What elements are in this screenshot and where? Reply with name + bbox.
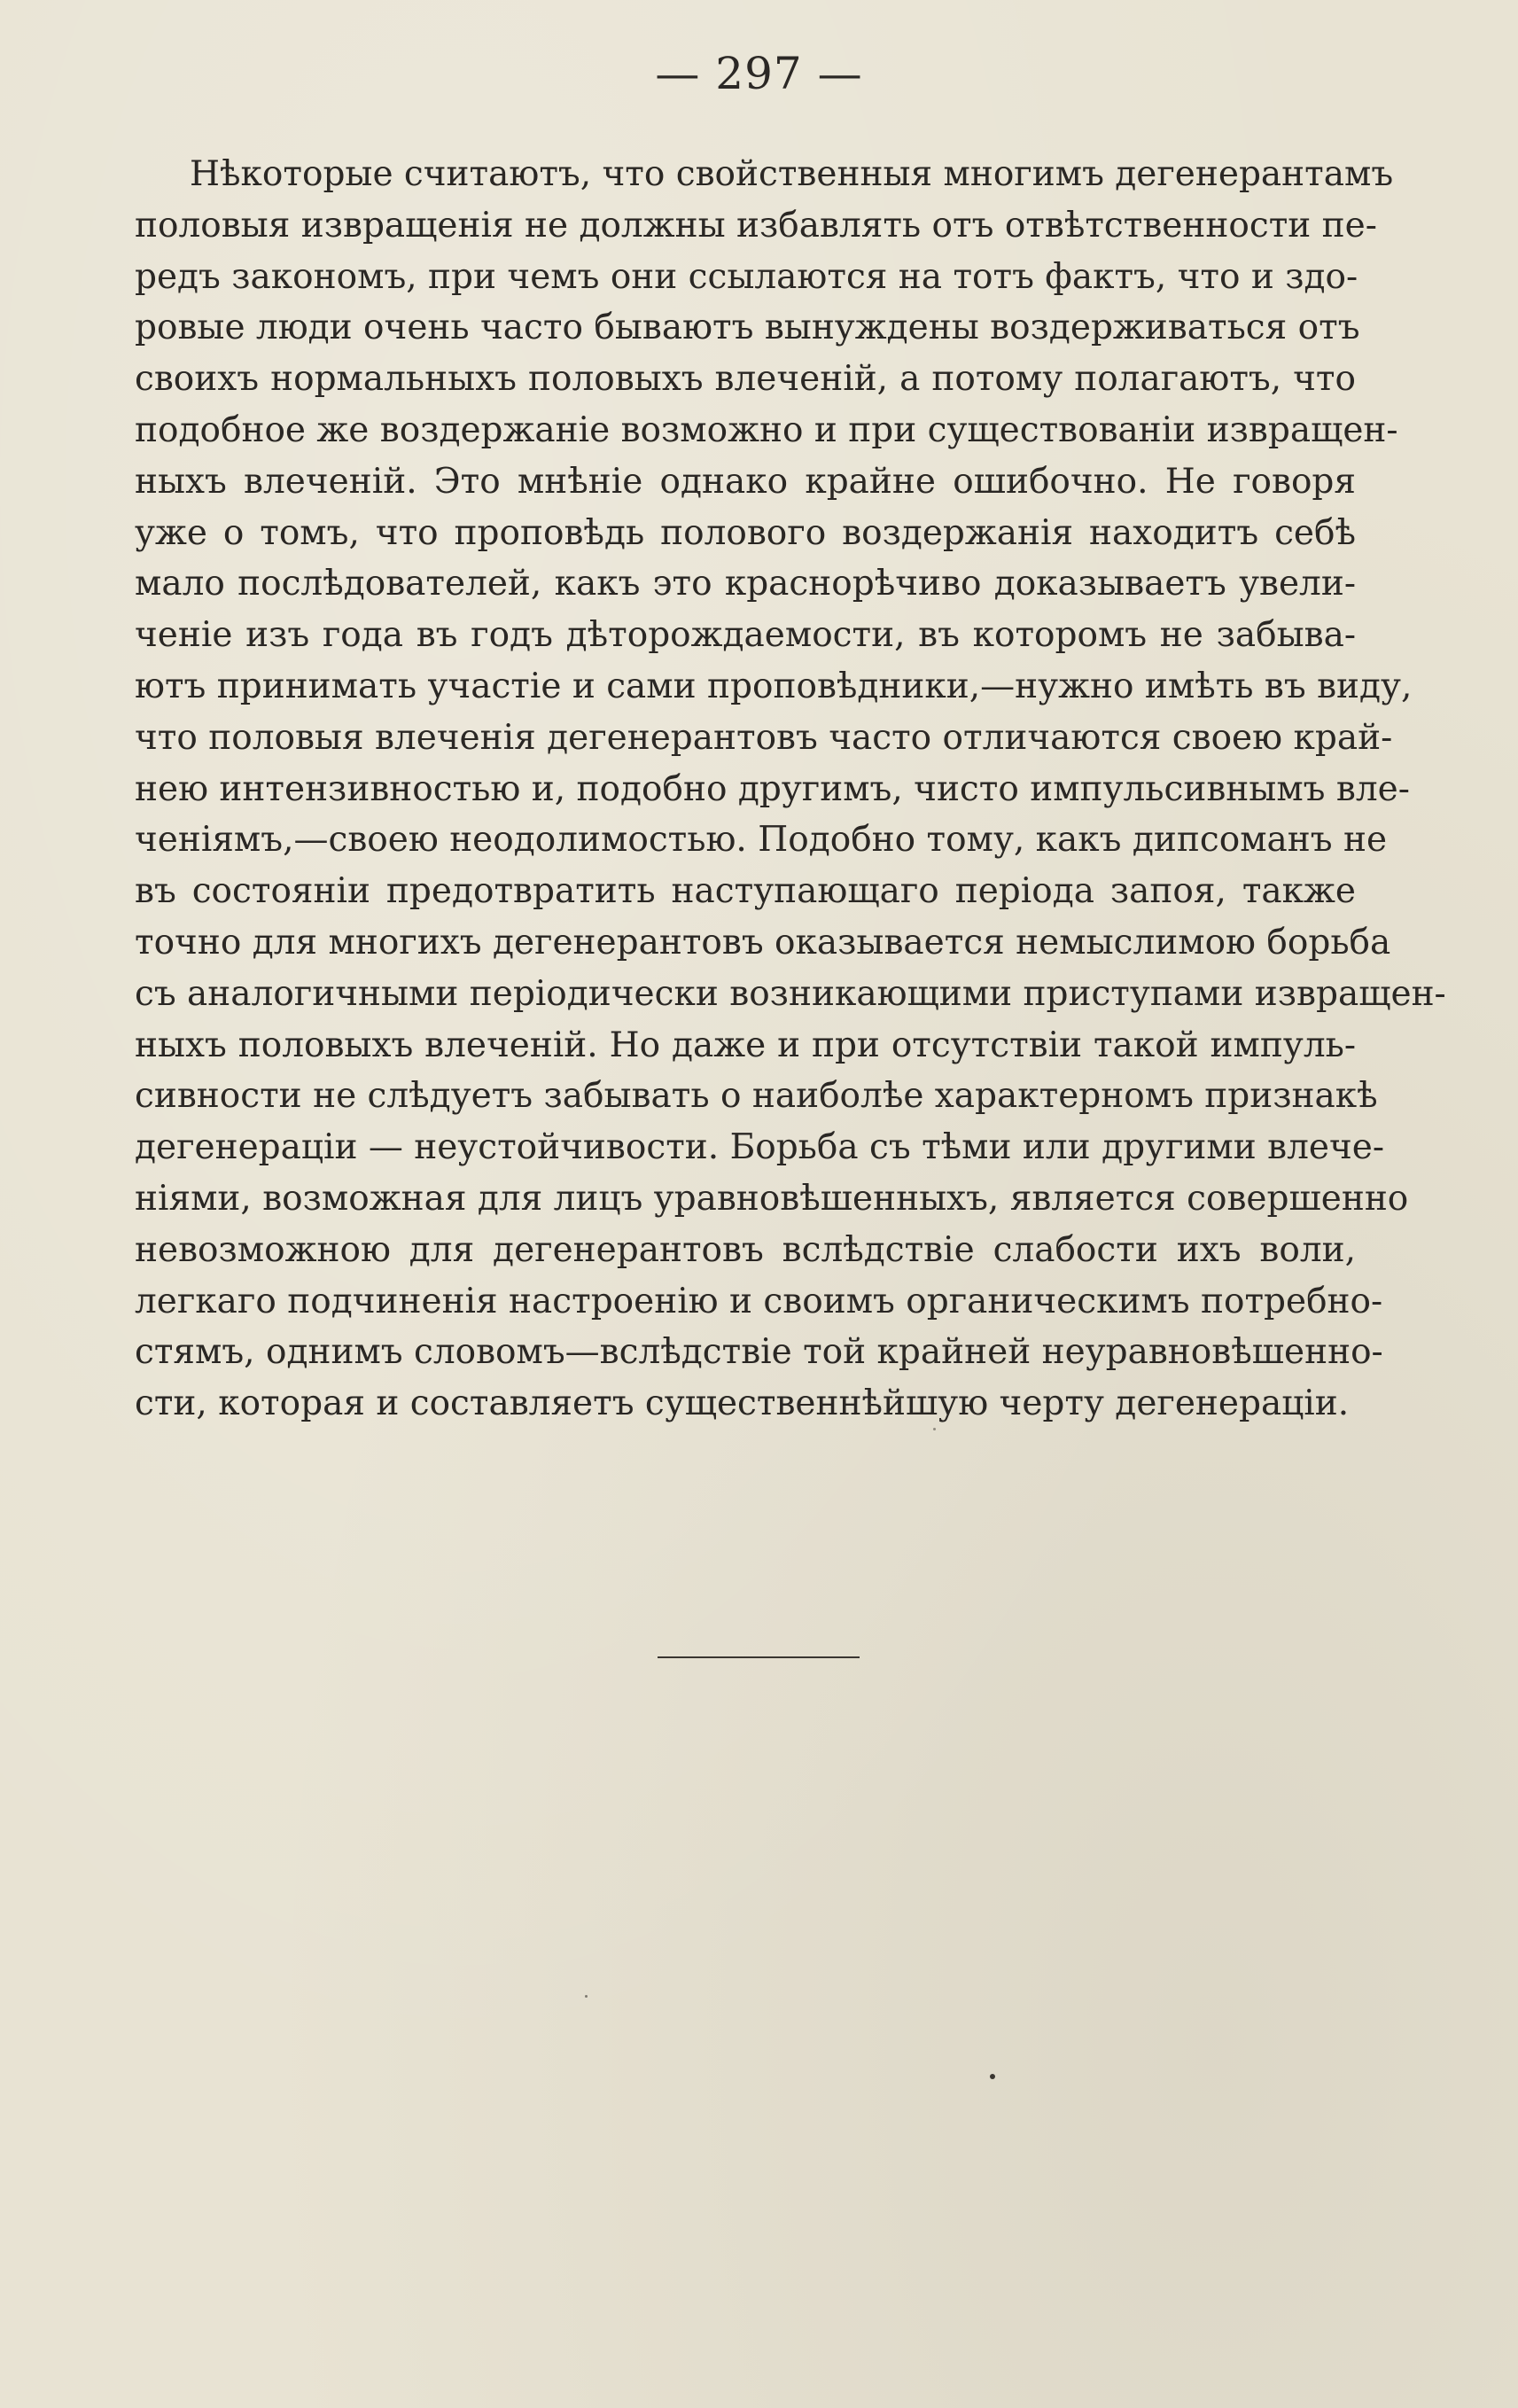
text-line: сти, которая и составляетъ существеннѣйшую черту дегенераціи. (135, 1383, 1350, 1424)
text-line: ныхъ влеченій. Это мнѣніе однако крайне ошибочно. Не говоря (135, 461, 1356, 502)
text-line: съ аналогичными періодически возникающими приступами извращен- (135, 973, 1446, 1014)
text-line: ровые люди очень часто бываютъ вынуждены воздерживаться отъ (135, 308, 1360, 348)
text-line: подобное же воздержаніе возможно и при существованіи извращен- (135, 409, 1398, 450)
text-line: ченіямъ,—своею неодолимостью. Подобно тому, какъ дипсоманъ не (135, 820, 1388, 861)
text-line: ніями, возможная для лицъ уравновѣшенныхъ, является совершенно (135, 1178, 1409, 1219)
text-line: Нѣкоторые считаютъ, что свойственныя многимъ дегенерантамъ (190, 154, 1394, 194)
text-line: мало послѣдователей, какъ это краснорѣчиво доказываетъ увели- (135, 564, 1356, 604)
text-line: стямъ, однимъ словомъ—вслѣдствіе той крайней неуравновѣшенно- (135, 1332, 1383, 1373)
text-line: точно для многихъ дегенерантовъ оказывается немыслимою борьба (135, 922, 1391, 962)
text-line: легкаго подчиненія настроенію и своимъ органическимъ потребно- (135, 1281, 1383, 1321)
text-line: дегенераціи — неустойчивости. Борьба съ тѣми или другими влече- (135, 1127, 1384, 1168)
text-line: сивности не слѣдуетъ забывать о наиболѣе характерномъ признакѣ (135, 1076, 1378, 1117)
text-line: невозможною для дегенерантовъ вслѣдствіе слабости ихъ воли, (135, 1229, 1356, 1270)
body-text (135, 149, 1446, 1430)
text-line: уже о томъ, что проповѣдь полового воздержанія находитъ себѣ (135, 512, 1356, 553)
text-line: редъ закономъ, при чемъ они ссылаются на тотъ фактъ, что и здо- (135, 256, 1358, 297)
paper-speck (990, 2074, 995, 2079)
text-line: въ состояніи предотвратить наступающаго періода запоя, также (135, 871, 1356, 912)
text-line: что половыя влеченія дегенерантовъ часто отличаются своею край- (135, 717, 1393, 758)
text-line: половыя извращенія не должны избавлять отъ отвѣтственности пе- (135, 205, 1377, 245)
text-line: ченіе изъ года въ годъ дѣторождаемости, въ которомъ не забыва- (135, 615, 1356, 656)
page-number: — 297 — (655, 48, 863, 99)
text-line: нею интензивностью и, подобно другимъ, чисто импульсивнымъ вле- (135, 768, 1410, 809)
text-line: своихъ нормальныхъ половыхъ влеченій, а потому полагаютъ, что (135, 359, 1356, 400)
section-divider (658, 1656, 860, 1658)
paper-speck (933, 1428, 936, 1430)
text-line: ютъ принимать участіе и сами проповѣдники,—нужно имѣть въ виду, (135, 666, 1413, 706)
text-line: ныхъ половыхъ влеченій. Но даже и при отсутствіи такой импуль- (135, 1025, 1356, 1065)
paper-speck (585, 1995, 588, 1998)
